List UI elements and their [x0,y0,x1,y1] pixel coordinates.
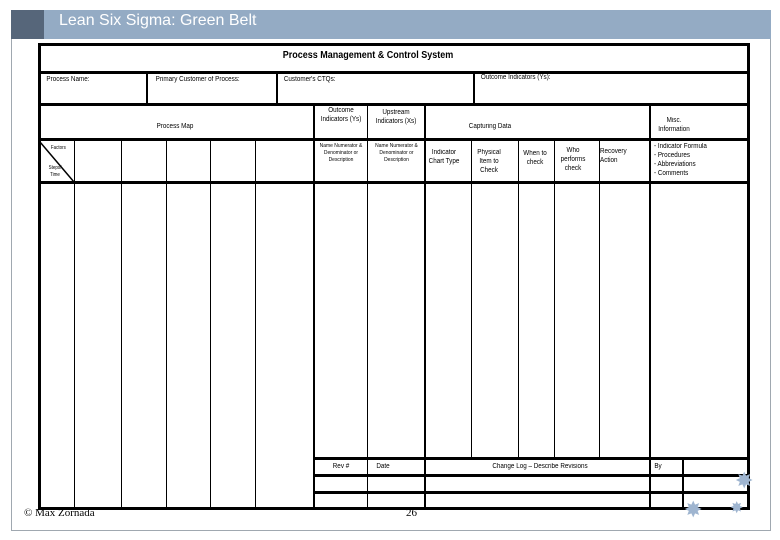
outcome-subheader: Name Numerator & Denominator or Description [319,143,363,164]
column-line [518,140,519,458]
chart-type-subheader: Indicator Chart Type [428,149,460,166]
column-line [210,140,211,510]
column-line [649,103,651,510]
column-line [121,140,122,510]
star-decoration-icon: ✸ [730,500,744,517]
capturing-header: Capturing Data [468,123,512,130]
page-number: 26 [406,507,417,519]
divider [38,71,750,74]
process-map-header: Process Map [156,123,194,130]
log-divider [314,491,750,494]
primary-customer-label: Primary Customer of Process: [155,76,240,83]
log-divider [314,474,750,477]
divider [38,181,750,184]
ctqs-label: Customer's CTQs: [283,76,336,83]
divider [473,71,475,104]
divider [38,103,750,106]
column-line [471,140,472,458]
factors-label: Factors [50,145,66,151]
change-log-label: Change Log – Describe Revisions [492,463,588,470]
steps-label: Steps/ Time [48,165,62,178]
upstream-subheader: Name Numerator & Denominator or Description [375,143,418,164]
divider [38,138,750,141]
process-name-label: Process Name: [46,76,90,83]
rev-label: Rev # [332,463,350,470]
column-line [255,140,256,510]
slide-title: Lean Six Sigma: Green Belt [59,12,257,29]
by-label: By [654,463,662,470]
star-decoration-icon: ✸ [684,497,703,522]
outcome-indicators-label: Outcome Indicators (Ys): [480,74,551,81]
outcome-header: Outcome Indicators (Ys) [320,107,362,124]
divider [276,71,278,104]
column-line [166,140,167,510]
physical-item-subheader: Physical Item to Check [477,149,501,175]
log-divider [314,457,750,460]
misc-header: Misc. Information [658,117,690,134]
column-line [554,140,555,458]
copyright: © Max Zornada [24,507,95,519]
column-line [599,140,600,458]
date-label: Date [376,463,390,470]
star-decoration-icon: ✸ [735,468,754,493]
column-line [424,103,426,510]
form-title: Process Management & Control System [282,50,454,61]
divider [146,71,148,104]
who-subheader: Who performs check [560,147,586,173]
column-line [74,140,75,510]
upstream-header: Upstream Indicators (Xs) [375,109,417,126]
column-line [367,103,368,510]
header-accent [11,10,44,39]
when-subheader: When to check [523,150,547,167]
recovery-subheader: Recovery Action [600,148,627,165]
misc-subheader: - Indicator Formula - Procedures - Abbreviations - Comments [654,143,707,178]
column-line [313,103,315,510]
